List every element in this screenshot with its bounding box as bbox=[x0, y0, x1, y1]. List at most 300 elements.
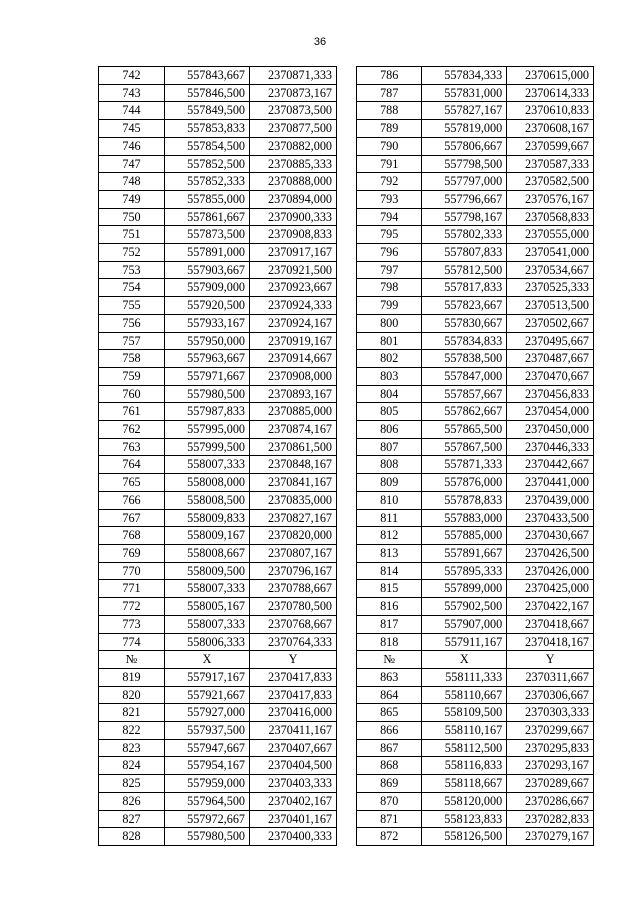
point-number-cell: 791 bbox=[357, 155, 422, 173]
table-row bbox=[99, 438, 337, 456]
y-coordinate-cell: 2370841,167 bbox=[250, 474, 337, 492]
table-row bbox=[357, 456, 594, 474]
point-number-cell: 746 bbox=[99, 137, 165, 155]
point-number-cell: 863 bbox=[357, 668, 422, 686]
y-coordinate-cell: 2370924,167 bbox=[250, 314, 337, 332]
table-row bbox=[99, 297, 337, 315]
y-coordinate-cell: 2370303,333 bbox=[507, 704, 594, 722]
x-coordinate-cell: 557937,500 bbox=[165, 722, 250, 740]
x-coordinate-cell: 557867,500 bbox=[422, 438, 507, 456]
x-coordinate-cell: 557902,500 bbox=[422, 598, 507, 616]
point-number-cell: 864 bbox=[357, 686, 422, 704]
table-row bbox=[99, 421, 337, 439]
y-coordinate-cell: 2370820,000 bbox=[250, 527, 337, 545]
y-coordinate-cell: 2370921,500 bbox=[250, 261, 337, 279]
point-number-cell: № bbox=[99, 651, 165, 669]
table-row bbox=[357, 757, 594, 775]
point-number-cell: 792 bbox=[357, 173, 422, 191]
y-coordinate-cell: 2370924,333 bbox=[250, 297, 337, 315]
x-coordinate-cell: 557878,833 bbox=[422, 491, 507, 509]
y-coordinate-cell: 2370582,500 bbox=[507, 173, 594, 191]
point-number-cell: 818 bbox=[357, 633, 422, 651]
x-coordinate-cell: 557891,667 bbox=[422, 544, 507, 562]
point-number-cell: 828 bbox=[99, 828, 165, 846]
y-coordinate-cell: 2370502,667 bbox=[507, 314, 594, 332]
point-number-cell: 768 bbox=[99, 527, 165, 545]
point-number-cell: 752 bbox=[99, 244, 165, 262]
point-number-cell: 751 bbox=[99, 226, 165, 244]
x-coordinate-cell: 557933,167 bbox=[165, 314, 250, 332]
y-coordinate-cell: 2370796,167 bbox=[250, 562, 337, 580]
table-row bbox=[99, 474, 337, 492]
table-row bbox=[357, 102, 594, 120]
point-number-cell: 872 bbox=[357, 828, 422, 846]
x-coordinate-cell: 557954,167 bbox=[165, 757, 250, 775]
y-coordinate-cell: 2370411,167 bbox=[250, 722, 337, 740]
y-coordinate-cell: Y bbox=[250, 651, 337, 669]
y-coordinate-cell: 2370576,167 bbox=[507, 190, 594, 208]
table-row bbox=[357, 297, 594, 315]
point-number-cell: 749 bbox=[99, 190, 165, 208]
point-number-cell: 795 bbox=[357, 226, 422, 244]
point-number-cell: 744 bbox=[99, 102, 165, 120]
point-number-cell: 765 bbox=[99, 474, 165, 492]
point-number-cell: 827 bbox=[99, 810, 165, 828]
y-coordinate-cell: 2370293,167 bbox=[507, 757, 594, 775]
x-coordinate-cell: 557920,500 bbox=[165, 297, 250, 315]
y-coordinate-cell: 2370788,667 bbox=[250, 580, 337, 598]
y-coordinate-cell: 2370780,500 bbox=[250, 598, 337, 616]
x-coordinate-cell: 557855,000 bbox=[165, 190, 250, 208]
point-number-cell: 760 bbox=[99, 385, 165, 403]
y-coordinate-cell: 2370908,833 bbox=[250, 226, 337, 244]
x-coordinate-cell: 557959,000 bbox=[165, 775, 250, 793]
x-coordinate-cell: 557861,667 bbox=[165, 208, 250, 226]
y-coordinate-cell: 2370426,000 bbox=[507, 562, 594, 580]
x-coordinate-cell: 557963,667 bbox=[165, 350, 250, 368]
y-coordinate-cell: 2370286,667 bbox=[507, 792, 594, 810]
y-coordinate-cell: 2370917,167 bbox=[250, 244, 337, 262]
x-coordinate-cell: 557899,000 bbox=[422, 580, 507, 598]
table-row bbox=[99, 615, 337, 633]
table-row bbox=[99, 598, 337, 616]
table-row bbox=[99, 668, 337, 686]
point-number-cell: 745 bbox=[99, 120, 165, 138]
table-row bbox=[99, 332, 337, 350]
x-coordinate-cell: 557823,667 bbox=[422, 297, 507, 315]
x-coordinate-cell: 557854,500 bbox=[165, 137, 250, 155]
x-coordinate-cell: 557796,667 bbox=[422, 190, 507, 208]
x-coordinate-cell: 557852,500 bbox=[165, 155, 250, 173]
point-number-cell: 787 bbox=[357, 84, 422, 102]
x-coordinate-cell: 557852,333 bbox=[165, 173, 250, 191]
y-coordinate-cell: 2370764,333 bbox=[250, 633, 337, 651]
x-coordinate-cell: 557812,500 bbox=[422, 261, 507, 279]
y-coordinate-cell: 2370861,500 bbox=[250, 438, 337, 456]
y-coordinate-cell: 2370900,333 bbox=[250, 208, 337, 226]
point-number-cell: 750 bbox=[99, 208, 165, 226]
table-row bbox=[99, 244, 337, 262]
table-row bbox=[357, 580, 594, 598]
y-coordinate-cell: 2370908,000 bbox=[250, 367, 337, 385]
y-coordinate-cell: 2370404,500 bbox=[250, 757, 337, 775]
table-row bbox=[357, 190, 594, 208]
point-number-cell: 803 bbox=[357, 367, 422, 385]
table-row bbox=[99, 279, 337, 297]
y-coordinate-cell: 2370893,167 bbox=[250, 385, 337, 403]
point-number-cell: 790 bbox=[357, 137, 422, 155]
table-row bbox=[99, 580, 337, 598]
y-coordinate-cell: 2370442,667 bbox=[507, 456, 594, 474]
table-row bbox=[99, 562, 337, 580]
table-row bbox=[99, 367, 337, 385]
point-number-cell: 772 bbox=[99, 598, 165, 616]
y-coordinate-cell: 2370402,167 bbox=[250, 792, 337, 810]
point-number-cell: 809 bbox=[357, 474, 422, 492]
point-number-cell: 804 bbox=[357, 385, 422, 403]
x-coordinate-cell: 557921,667 bbox=[165, 686, 250, 704]
y-coordinate-cell: 2370848,167 bbox=[250, 456, 337, 474]
point-number-cell: 819 bbox=[99, 668, 165, 686]
point-number-cell: 802 bbox=[357, 350, 422, 368]
point-number-cell: 798 bbox=[357, 279, 422, 297]
table-row bbox=[357, 775, 594, 793]
x-coordinate-cell: 557853,833 bbox=[165, 120, 250, 138]
x-coordinate-cell: 558009,500 bbox=[165, 562, 250, 580]
y-coordinate-cell: 2370513,500 bbox=[507, 297, 594, 315]
table-row bbox=[357, 279, 594, 297]
point-number-cell: 812 bbox=[357, 527, 422, 545]
y-coordinate-cell: 2370608,167 bbox=[507, 120, 594, 138]
y-coordinate-cell: 2370610,833 bbox=[507, 102, 594, 120]
table-row bbox=[99, 102, 337, 120]
x-coordinate-cell: 558111,333 bbox=[422, 668, 507, 686]
point-number-cell: 826 bbox=[99, 792, 165, 810]
x-coordinate-cell: 558110,667 bbox=[422, 686, 507, 704]
x-coordinate-cell: 557798,500 bbox=[422, 155, 507, 173]
x-coordinate-cell: 558009,833 bbox=[165, 509, 250, 527]
y-coordinate-cell: 2370425,000 bbox=[507, 580, 594, 598]
point-number-cell: 866 bbox=[357, 722, 422, 740]
table-row bbox=[99, 208, 337, 226]
table-row bbox=[357, 527, 594, 545]
point-number-cell: 761 bbox=[99, 403, 165, 421]
point-number-cell: 817 bbox=[357, 615, 422, 633]
x-coordinate-cell: 557847,000 bbox=[422, 367, 507, 385]
y-coordinate-cell: 2370874,167 bbox=[250, 421, 337, 439]
x-coordinate-cell: 558110,167 bbox=[422, 722, 507, 740]
y-coordinate-cell: 2370914,667 bbox=[250, 350, 337, 368]
point-number-cell: 774 bbox=[99, 633, 165, 651]
x-coordinate-cell: 557972,667 bbox=[165, 810, 250, 828]
table-row bbox=[357, 155, 594, 173]
table-row bbox=[357, 367, 594, 385]
y-coordinate-cell: 2370568,833 bbox=[507, 208, 594, 226]
point-number-cell: 793 bbox=[357, 190, 422, 208]
point-number-cell: 771 bbox=[99, 580, 165, 598]
x-coordinate-cell: 557980,500 bbox=[165, 828, 250, 846]
y-coordinate-cell: 2370417,833 bbox=[250, 686, 337, 704]
table-row bbox=[99, 226, 337, 244]
table-row bbox=[357, 314, 594, 332]
point-number-cell: 811 bbox=[357, 509, 422, 527]
table-row bbox=[357, 244, 594, 262]
y-coordinate-cell: 2370401,167 bbox=[250, 810, 337, 828]
x-coordinate-cell: 558007,333 bbox=[165, 456, 250, 474]
point-number-cell: 805 bbox=[357, 403, 422, 421]
x-coordinate-cell: 557980,500 bbox=[165, 385, 250, 403]
x-coordinate-cell: 558112,500 bbox=[422, 739, 507, 757]
y-coordinate-cell: 2370885,000 bbox=[250, 403, 337, 421]
x-coordinate-cell: 557885,000 bbox=[422, 527, 507, 545]
table-row bbox=[99, 190, 337, 208]
table-row bbox=[357, 722, 594, 740]
x-coordinate-cell: 557927,000 bbox=[165, 704, 250, 722]
x-coordinate-cell: 557827,167 bbox=[422, 102, 507, 120]
table-row bbox=[99, 173, 337, 191]
y-coordinate-cell: 2370450,000 bbox=[507, 421, 594, 439]
y-coordinate-cell: 2370456,833 bbox=[507, 385, 594, 403]
table-row bbox=[357, 686, 594, 704]
x-coordinate-cell: 558109,500 bbox=[422, 704, 507, 722]
x-coordinate-cell: 557831,000 bbox=[422, 84, 507, 102]
x-coordinate-cell: 558008,667 bbox=[165, 544, 250, 562]
point-number-cell: 757 bbox=[99, 332, 165, 350]
y-coordinate-cell: 2370873,500 bbox=[250, 102, 337, 120]
x-coordinate-cell: 557950,000 bbox=[165, 332, 250, 350]
y-coordinate-cell: 2370882,000 bbox=[250, 137, 337, 155]
point-number-cell: 773 bbox=[99, 615, 165, 633]
x-coordinate-cell: 558006,333 bbox=[165, 633, 250, 651]
y-coordinate-cell: 2370873,167 bbox=[250, 84, 337, 102]
table-row bbox=[99, 456, 337, 474]
y-coordinate-cell: 2370525,333 bbox=[507, 279, 594, 297]
y-coordinate-cell: 2370416,000 bbox=[250, 704, 337, 722]
x-coordinate-cell: 557971,667 bbox=[165, 367, 250, 385]
table-row bbox=[99, 137, 337, 155]
point-number-cell: 797 bbox=[357, 261, 422, 279]
x-coordinate-cell: 557999,500 bbox=[165, 438, 250, 456]
point-number-cell: 813 bbox=[357, 544, 422, 562]
y-coordinate-cell: 2370418,667 bbox=[507, 615, 594, 633]
y-coordinate-cell: 2370454,000 bbox=[507, 403, 594, 421]
point-number-cell: 815 bbox=[357, 580, 422, 598]
x-coordinate-cell: 558123,833 bbox=[422, 810, 507, 828]
point-number-cell: 743 bbox=[99, 84, 165, 102]
point-number-cell: 869 bbox=[357, 775, 422, 793]
table-row bbox=[99, 67, 337, 85]
point-number-cell: 766 bbox=[99, 491, 165, 509]
table-row bbox=[357, 226, 594, 244]
x-coordinate-cell: 557798,167 bbox=[422, 208, 507, 226]
point-number-cell: 825 bbox=[99, 775, 165, 793]
x-coordinate-cell: 558009,167 bbox=[165, 527, 250, 545]
right-coordinates-table bbox=[356, 66, 594, 846]
y-coordinate-cell: 2370418,167 bbox=[507, 633, 594, 651]
x-coordinate-cell: 557802,333 bbox=[422, 226, 507, 244]
point-number-cell: 767 bbox=[99, 509, 165, 527]
table-row bbox=[357, 828, 594, 846]
point-number-cell: 868 bbox=[357, 757, 422, 775]
x-coordinate-cell: 557819,000 bbox=[422, 120, 507, 138]
table-row bbox=[357, 544, 594, 562]
table-row bbox=[357, 509, 594, 527]
x-coordinate-cell: 558116,833 bbox=[422, 757, 507, 775]
y-coordinate-cell: 2370923,667 bbox=[250, 279, 337, 297]
y-coordinate-cell: 2370888,000 bbox=[250, 173, 337, 191]
y-coordinate-cell: 2370407,667 bbox=[250, 739, 337, 757]
point-number-cell: 806 bbox=[357, 421, 422, 439]
point-number-cell: 788 bbox=[357, 102, 422, 120]
point-number-cell: 871 bbox=[357, 810, 422, 828]
x-coordinate-cell: 557838,500 bbox=[422, 350, 507, 368]
point-number-cell: № bbox=[357, 651, 422, 669]
y-coordinate-cell: 2370495,667 bbox=[507, 332, 594, 350]
x-coordinate-cell: 557987,833 bbox=[165, 403, 250, 421]
y-coordinate-cell: Y bbox=[507, 651, 594, 669]
point-number-cell: 742 bbox=[99, 67, 165, 85]
point-number-cell: 823 bbox=[99, 739, 165, 757]
y-coordinate-cell: 2370433,500 bbox=[507, 509, 594, 527]
table-row bbox=[99, 722, 337, 740]
table-row bbox=[357, 598, 594, 616]
table-row bbox=[99, 792, 337, 810]
x-coordinate-cell: X bbox=[165, 651, 250, 669]
x-coordinate-cell: 557806,667 bbox=[422, 137, 507, 155]
table-row bbox=[357, 350, 594, 368]
table-row bbox=[357, 615, 594, 633]
x-coordinate-cell: 557917,167 bbox=[165, 668, 250, 686]
x-coordinate-cell: 558007,333 bbox=[165, 580, 250, 598]
x-coordinate-cell: 558126,500 bbox=[422, 828, 507, 846]
point-number-cell: 794 bbox=[357, 208, 422, 226]
point-number-cell: 800 bbox=[357, 314, 422, 332]
y-coordinate-cell: 2370827,167 bbox=[250, 509, 337, 527]
table-row bbox=[357, 120, 594, 138]
table-row bbox=[99, 491, 337, 509]
column-header-row bbox=[99, 651, 337, 669]
point-number-cell: 762 bbox=[99, 421, 165, 439]
y-coordinate-cell: 2370426,500 bbox=[507, 544, 594, 562]
x-coordinate-cell: 557846,500 bbox=[165, 84, 250, 102]
y-coordinate-cell: 2370534,667 bbox=[507, 261, 594, 279]
x-coordinate-cell: 557903,667 bbox=[165, 261, 250, 279]
table-row bbox=[99, 261, 337, 279]
y-coordinate-cell: 2370877,500 bbox=[250, 120, 337, 138]
y-coordinate-cell: 2370422,167 bbox=[507, 598, 594, 616]
y-coordinate-cell: 2370768,667 bbox=[250, 615, 337, 633]
table-row bbox=[99, 84, 337, 102]
y-coordinate-cell: 2370919,167 bbox=[250, 332, 337, 350]
x-coordinate-cell: 557849,500 bbox=[165, 102, 250, 120]
point-number-cell: 748 bbox=[99, 173, 165, 191]
point-number-cell: 769 bbox=[99, 544, 165, 562]
y-coordinate-cell: 2370587,333 bbox=[507, 155, 594, 173]
column-header-row bbox=[357, 651, 594, 669]
y-coordinate-cell: 2370614,333 bbox=[507, 84, 594, 102]
table-row bbox=[357, 84, 594, 102]
y-coordinate-cell: 2370441,000 bbox=[507, 474, 594, 492]
point-number-cell: 870 bbox=[357, 792, 422, 810]
y-coordinate-cell: 2370807,167 bbox=[250, 544, 337, 562]
table-row bbox=[99, 686, 337, 704]
table-row bbox=[357, 421, 594, 439]
x-coordinate-cell: 557797,000 bbox=[422, 173, 507, 191]
point-number-cell: 816 bbox=[357, 598, 422, 616]
point-number-cell: 754 bbox=[99, 279, 165, 297]
table-row bbox=[99, 403, 337, 421]
y-coordinate-cell: 2370282,833 bbox=[507, 810, 594, 828]
y-coordinate-cell: 2370289,667 bbox=[507, 775, 594, 793]
x-coordinate-cell: 557964,500 bbox=[165, 792, 250, 810]
point-number-cell: 770 bbox=[99, 562, 165, 580]
y-coordinate-cell: 2370615,000 bbox=[507, 67, 594, 85]
x-coordinate-cell: 557911,167 bbox=[422, 633, 507, 651]
table-row bbox=[99, 350, 337, 368]
table-row bbox=[357, 403, 594, 421]
point-number-cell: 824 bbox=[99, 757, 165, 775]
y-coordinate-cell: 2370295,833 bbox=[507, 739, 594, 757]
left-table-body bbox=[99, 67, 337, 846]
table-row bbox=[357, 562, 594, 580]
x-coordinate-cell: 557843,667 bbox=[165, 67, 250, 85]
y-coordinate-cell: 2370555,000 bbox=[507, 226, 594, 244]
y-coordinate-cell: 2370835,000 bbox=[250, 491, 337, 509]
y-coordinate-cell: 2370446,333 bbox=[507, 438, 594, 456]
point-number-cell: 764 bbox=[99, 456, 165, 474]
point-number-cell: 759 bbox=[99, 367, 165, 385]
y-coordinate-cell: 2370299,667 bbox=[507, 722, 594, 740]
page-number: 36 bbox=[313, 36, 327, 48]
y-coordinate-cell: 2370871,333 bbox=[250, 67, 337, 85]
point-number-cell: 810 bbox=[357, 491, 422, 509]
point-number-cell: 822 bbox=[99, 722, 165, 740]
point-number-cell: 821 bbox=[99, 704, 165, 722]
point-number-cell: 755 bbox=[99, 297, 165, 315]
x-coordinate-cell: 557883,000 bbox=[422, 509, 507, 527]
point-number-cell: 756 bbox=[99, 314, 165, 332]
point-number-cell: 801 bbox=[357, 332, 422, 350]
point-number-cell: 820 bbox=[99, 686, 165, 704]
y-coordinate-cell: 2370894,000 bbox=[250, 190, 337, 208]
left-coordinates-table bbox=[98, 66, 337, 846]
table-row bbox=[99, 810, 337, 828]
table-row bbox=[99, 155, 337, 173]
table-row bbox=[357, 704, 594, 722]
table-row bbox=[357, 208, 594, 226]
x-coordinate-cell: 557857,667 bbox=[422, 385, 507, 403]
y-coordinate-cell: 2370541,000 bbox=[507, 244, 594, 262]
x-coordinate-cell: X bbox=[422, 651, 507, 669]
table-row bbox=[99, 775, 337, 793]
x-coordinate-cell: 558005,167 bbox=[165, 598, 250, 616]
table-row bbox=[99, 544, 337, 562]
x-coordinate-cell: 557895,333 bbox=[422, 562, 507, 580]
point-number-cell: 758 bbox=[99, 350, 165, 368]
y-coordinate-cell: 2370487,667 bbox=[507, 350, 594, 368]
table-row bbox=[357, 67, 594, 85]
table-row bbox=[99, 314, 337, 332]
y-coordinate-cell: 2370403,333 bbox=[250, 775, 337, 793]
point-number-cell: 814 bbox=[357, 562, 422, 580]
x-coordinate-cell: 557817,833 bbox=[422, 279, 507, 297]
y-coordinate-cell: 2370417,833 bbox=[250, 668, 337, 686]
table-row bbox=[357, 491, 594, 509]
point-number-cell: 799 bbox=[357, 297, 422, 315]
table-row bbox=[99, 739, 337, 757]
point-number-cell: 807 bbox=[357, 438, 422, 456]
x-coordinate-cell: 557830,667 bbox=[422, 314, 507, 332]
